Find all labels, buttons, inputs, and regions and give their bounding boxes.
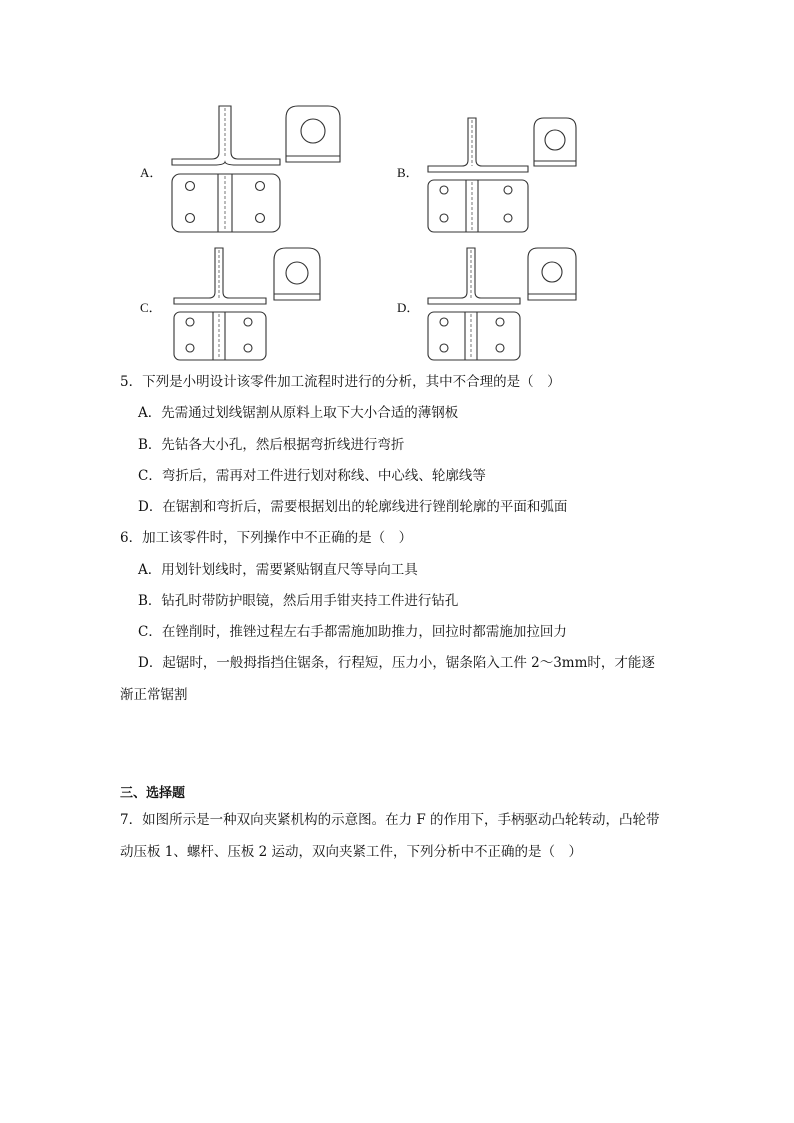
q7-stem-line2: 动压板 1、螺杆、压板 2 运动，双向夹紧工件，下列分析中不正确的是（ ） xyxy=(120,844,583,860)
figure-option-b xyxy=(426,116,586,234)
option-label-c: C． xyxy=(140,300,162,315)
option-label-a: A． xyxy=(140,165,163,180)
q6-option-c: C．在锉削时，推锉过程左右手都需施加助推力，回拉时都需施加拉回力 xyxy=(138,624,567,640)
figure-option-d xyxy=(426,246,586,362)
option-label-b: B． xyxy=(397,165,419,180)
option-label-d: D． xyxy=(397,300,420,315)
q7-stem-line1: 7．如图所示是一种双向夹紧机构的示意图。在力 F 的作用下，手柄驱动凸轮转动，凸轮带 xyxy=(120,812,660,828)
q6-option-a: A．用划针划线时，需要紧贴钢直尺等导向工具 xyxy=(138,562,418,578)
q5-option-b: B．先钻各大小孔，然后根据弯折线进行弯折 xyxy=(138,437,405,453)
q5-option-d: D．在锯割和弯折后，需要根据划出的轮廓线进行锉削轮廓的平面和弧面 xyxy=(138,499,568,515)
figure-option-c xyxy=(172,246,332,362)
q6-option-d: D．起锯时，一般拇指挡住锯条，行程短，压力小，锯条陷入工件 2～3mm时，才能逐 xyxy=(138,655,655,671)
q5-option-c: C．弯折后，需再对工件进行划对称线、中心线、轮廓线等 xyxy=(138,468,486,484)
q5-stem: 5．下列是小明设计该零件加工流程时进行的分析，其中不合理的是（ ） xyxy=(120,374,561,390)
section-title: 三、选择题 xyxy=(120,786,186,801)
q6-option-d-continued: 渐正常锯割 xyxy=(120,687,188,703)
q6-option-b: B．钻孔时带防护眼镜，然后用手钳夹持工件进行钻孔 xyxy=(138,593,459,609)
figure-option-a xyxy=(170,104,350,234)
q6-stem: 6．加工该零件时，下列操作中不正确的是（ ） xyxy=(120,530,413,546)
q5-option-a: A．先需通过划线锯割从原料上取下大小合适的薄钢板 xyxy=(138,405,459,421)
